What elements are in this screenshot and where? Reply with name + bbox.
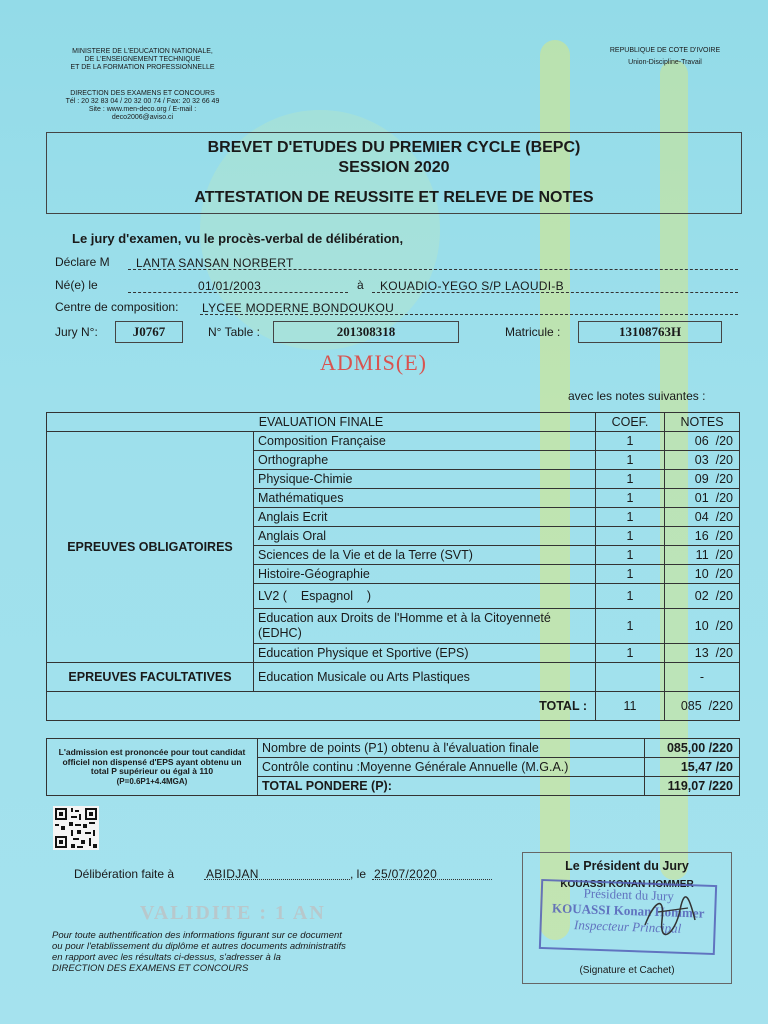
ministry-line: DE L'ENSEIGNEMENT TECHNIQUE [84, 56, 201, 63]
session-title: SESSION 2020 [338, 159, 450, 176]
subject-coef: 1 [596, 527, 665, 546]
matricule-number: 13108763H [578, 321, 722, 343]
points-label: Nombre de points (P1) obtenu à l'évaluation finale [258, 739, 645, 758]
footer-line: en rapport avec les résultats ci-dessus, s'adresser à la [52, 952, 281, 963]
birth-place-line [372, 277, 738, 293]
signature-name: KOUASSI KONAN HOMMER [560, 879, 694, 890]
footer-line: DIRECTION DES EXAMENS ET CONCOURS [52, 963, 249, 974]
footer-line: ou pour l'etablissement du diplôme et autres documents administratifs [52, 941, 346, 952]
subject-coef: 1 [596, 470, 665, 489]
qr-code-icon [53, 806, 99, 850]
total-note: 085 /220 [665, 692, 740, 721]
subject-coef: 1 [596, 546, 665, 565]
mga-value: 15,47 /20 [645, 758, 740, 777]
weighted-total-value: 119,07 /220 [645, 777, 740, 796]
stamp-line: KOUASSI Konan Hommer [551, 900, 705, 921]
subject-coef: 1 [596, 565, 665, 584]
subject-note: 02 /20 [665, 584, 740, 609]
result-status: ADMIS(E) [320, 350, 427, 375]
subject-coef: 1 [596, 432, 665, 451]
subject-name: Sciences de la Vie et de la Terre (SVT) [254, 546, 596, 565]
deliberation-date-label: , le [350, 867, 367, 881]
header-notes: NOTES [665, 413, 740, 432]
subject-coef: 1 [596, 508, 665, 527]
total-coef: 11 [596, 692, 665, 721]
subject-note: 10 /20 [665, 609, 740, 644]
ministry-line: ET DE LA FORMATION PROFESSIONNELLE [70, 64, 215, 71]
footer-line: Pour toute authentification des informations figurant sur ce document [52, 930, 342, 941]
jury-label: Jury N°: [55, 325, 98, 339]
total-row [47, 692, 740, 721]
optional-note: - [665, 663, 740, 692]
admission-note: L'admission est prononcée pour tout candidat officiel non dispensé d'EPS ayant obtenu un total P supérieur ou égal à 110 [58, 747, 246, 776]
stamp-line: Inspecteur Principal [573, 917, 682, 936]
name-line [128, 254, 738, 270]
mandatory-label: EPREUVES OBLIGATOIRES [47, 432, 254, 663]
optional-row [47, 663, 740, 692]
exam-title: BREVET D'ETUDES DU PREMIER CYCLE (BEPC) [207, 139, 581, 156]
header-coef: COEF. [596, 413, 665, 432]
direction-line: Site : www.men-deco.org / E-mail : [88, 106, 197, 113]
ministry-header [50, 48, 235, 72]
subject-note: 16 /20 [665, 527, 740, 546]
document-title: ATTESTATION DE REUSSITE ET RELEVE DE NOTES [194, 189, 594, 206]
subject-name: Histoire-Géographie [254, 565, 596, 584]
subject-name: Composition Française [254, 432, 596, 451]
subject-note: 09 /20 [665, 470, 740, 489]
subject-name: Education Physique et Sportive (EPS) [254, 644, 596, 663]
republic-motto: Union-Discipline-Travail [628, 59, 702, 66]
direction-header [50, 90, 235, 122]
subject-name: Anglais Oral [254, 527, 596, 546]
jury-intro: Le jury d'examen, vu le procès-verbal de délibération, [72, 231, 404, 246]
subject-note: 01 /20 [665, 489, 740, 508]
title-box [46, 132, 742, 214]
optional-coef [596, 663, 665, 692]
totals-table [46, 738, 740, 796]
declare-label: Déclare M [55, 255, 110, 269]
centre-name: LYCEE MODERNE BONDOUKOU [202, 301, 395, 315]
subject-note: 11 /20 [665, 546, 740, 565]
centre-label: Centre de composition: [55, 300, 179, 314]
subject-name: Physique-Chimie [254, 470, 596, 489]
subject-name: LV2 ( Espagnol ) [254, 584, 596, 609]
matricule-label: Matricule : [505, 325, 561, 339]
points-value: 085,00 /220 [645, 739, 740, 758]
subject-note: 06 /20 [665, 432, 740, 451]
deliberation-date-line [372, 865, 492, 880]
subject-coef: 1 [596, 451, 665, 470]
republic-header [590, 47, 740, 67]
totals-row [47, 739, 740, 758]
direction-line: Tél : 20 32 83 04 / 20 32 00 74 / Fax: 20 32 66 49 [65, 98, 220, 105]
ministry-line: MINISTERE DE L'EDUCATION NATIONALE, [72, 48, 213, 55]
birth-place: KOUADIO-YEGO S/P LAOUDI-B [380, 279, 564, 293]
republic-name: REPUBLIQUE DE COTE D'IVOIRE [609, 47, 721, 54]
at-label: à [357, 278, 364, 292]
subject-note: 10 /20 [665, 565, 740, 584]
subject-name: Orthographe [254, 451, 596, 470]
header-eval: EVALUATION FINALE [47, 413, 596, 432]
subject-name: Anglais Ecrit [254, 508, 596, 527]
admission-rule [47, 739, 258, 796]
notes-intro: avec les notes suivantes : [568, 389, 706, 403]
birth-date: 01/01/2003 [198, 279, 262, 293]
signature-caption: (Signature et Cachet) [579, 965, 675, 976]
direction-line: DIRECTION DES EXAMENS ET CONCOURS [70, 90, 215, 97]
jury-number: J0767 [115, 321, 183, 343]
subject-note: 13 /20 [665, 644, 740, 663]
candidate-name: LANTA SANSAN NORBERT [136, 256, 294, 270]
admission-formula: (P=0.6P1+4.4MGA) [116, 776, 188, 786]
mga-label: Contrôle continu :Moyenne Générale Annuelle (M.G.A.) [258, 758, 645, 777]
subject-coef: 1 [596, 489, 665, 508]
subject-name: Education aux Droits de l'Homme et à la Citoyenneté (EDHC) [254, 609, 596, 644]
subject-coef: 1 [596, 609, 665, 644]
footer-note [52, 930, 432, 974]
optional-label: EPREUVES FACULTATIVES [47, 663, 254, 692]
stamp-line: Président du Jury [583, 885, 675, 904]
deliberation-place: ABIDJAN [206, 867, 259, 881]
weighted-total-label: TOTAL PONDERE (P): [258, 777, 645, 796]
total-label: TOTAL : [47, 692, 596, 721]
subject-coef: 1 [596, 644, 665, 663]
birth-date-line [128, 277, 348, 293]
validity-watermark: VALIDITE : 1 AN [140, 902, 326, 924]
handwritten-signature [640, 890, 700, 940]
subject-note: 04 /20 [665, 508, 740, 527]
signature-title: Le Président du Jury [565, 859, 689, 873]
table-label: N° Table : [208, 325, 260, 339]
direction-line: deco2006@aviso.ci [111, 114, 174, 121]
deliberation-label: Délibération faite à [74, 867, 175, 881]
deliberation-date: 25/07/2020 [374, 867, 438, 881]
table-row [47, 432, 740, 451]
subject-note: 03 /20 [665, 451, 740, 470]
table-number: 201308318 [273, 321, 459, 343]
grades-header-row [47, 413, 740, 432]
subject-coef: 1 [596, 584, 665, 609]
optional-subject: Education Musicale ou Arts Plastiques [254, 663, 596, 692]
subject-name: Mathématiques [254, 489, 596, 508]
grades-table [46, 412, 740, 721]
centre-line [200, 299, 738, 315]
born-label: Né(e) le [55, 278, 98, 292]
deliberation-place-line [204, 865, 350, 880]
